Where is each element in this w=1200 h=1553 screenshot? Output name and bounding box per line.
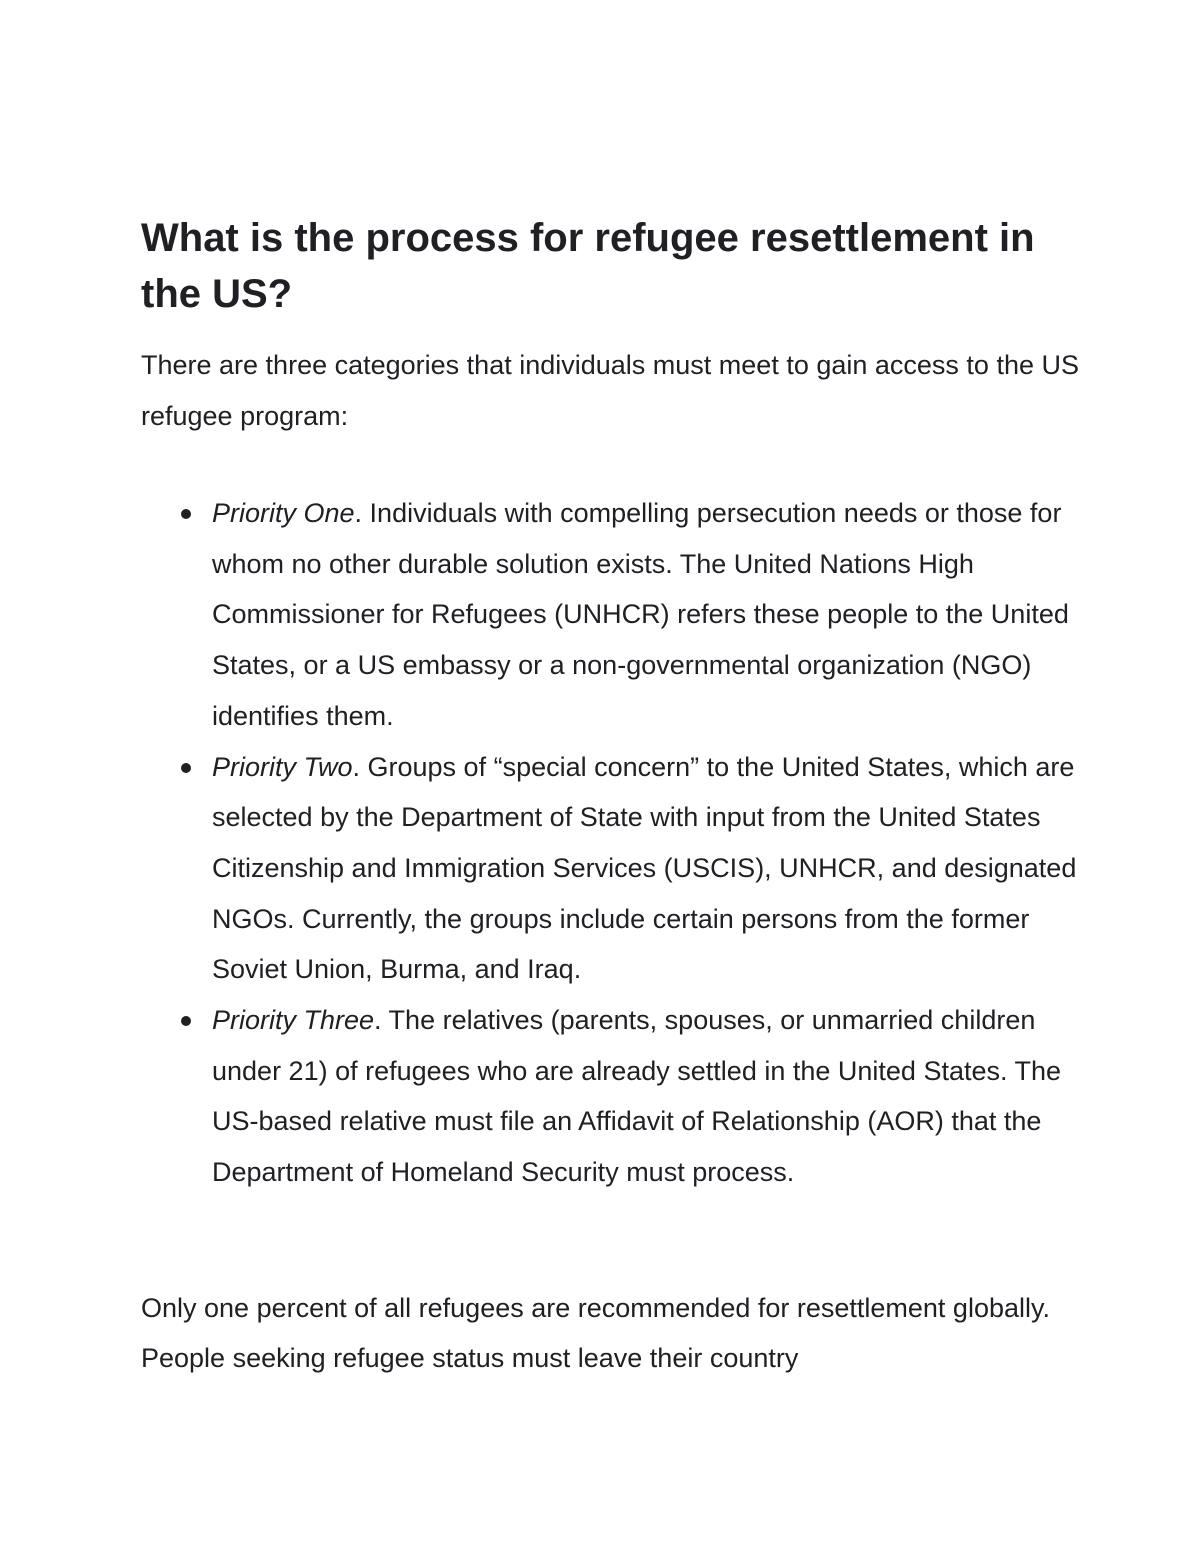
priority-description: . The relatives (parents, spouses, or unmarried children under 21) of refugees who are already settled in the United States. The US-based relative must file an Affidavit of Relationship (AOR) that the Department of Homeland Security must process. xyxy=(212,1005,1062,1188)
intro-paragraph: There are three categories that individuals must meet to gain access to the US refugee program: xyxy=(141,350,1079,431)
bullet-icon xyxy=(181,763,191,773)
closing-paragraph: Only one percent of all refugees are recommended for resettlement globally. People seeking refugee status must leave their country xyxy=(141,1293,1050,1373)
priority-name: Priority Two xyxy=(212,751,353,782)
bullet-icon xyxy=(181,509,191,519)
priority-name: Priority Three xyxy=(212,1005,375,1036)
page-title: What is the process for refugee resettlement in the US? xyxy=(141,216,1035,316)
priority-list xyxy=(141,488,1101,1198)
list-item-priority-two xyxy=(141,742,1101,996)
list-item-priority-one xyxy=(141,488,1101,742)
priority-name: Priority One xyxy=(212,498,355,528)
list-item-priority-three xyxy=(141,995,1101,1198)
bullet-icon xyxy=(181,1016,191,1026)
priority-description: . Groups of “special concern” to the United States, which are selected by the Department of State with input from the United States Citizenship and Immigration Services (USCIS), UNHCR, and designated NGOs. Currently, the groups include certain persons from the former Soviet Union, Burma, and Iraq. xyxy=(212,751,1077,985)
priority-description: . Individuals with compelling persecution needs or those for whom no other durable solution exists. The United Nations High Commissioner for Refugees (UNHCR) refers these people to the United States, or a US embassy or a non-governmental organization (NGO) identifies them. xyxy=(212,498,1069,731)
